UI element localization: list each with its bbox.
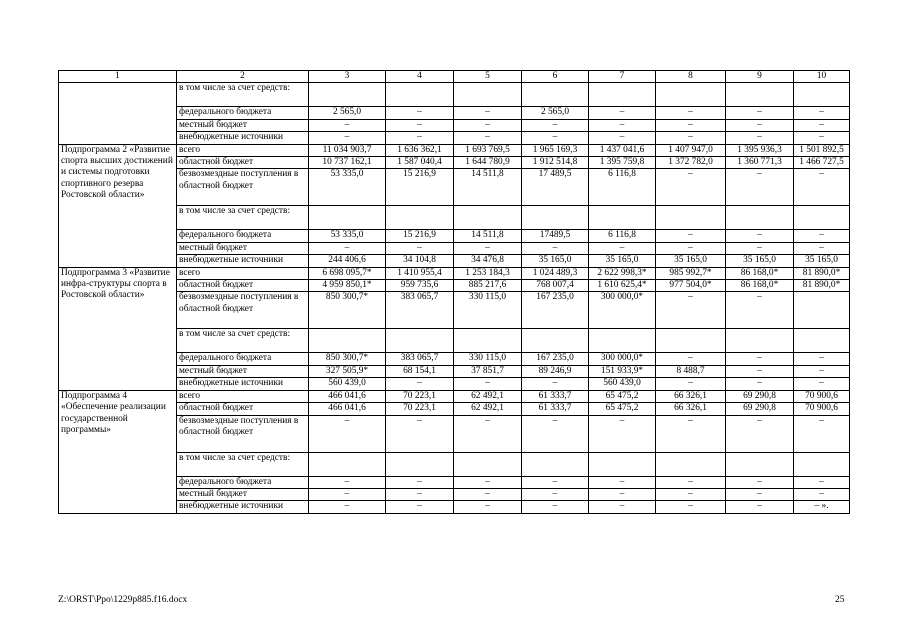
amount-cell: – [309,415,386,452]
amount-cell: – [726,242,794,254]
amount-cell: – [522,119,589,131]
amount-cell: 65 475,2 [589,390,656,402]
amount-cell: – [309,476,386,488]
amount-cell: 35 165,0 [656,255,726,267]
amount-cell: – ». [794,501,850,513]
amount-cell: – [386,107,454,119]
amount-cell [589,206,656,230]
amount-cell [794,206,850,230]
funding-source-label: федерального бюджета [177,230,309,242]
amount-cell: 53 335,0 [309,230,386,242]
amount-cell: – [386,242,454,254]
amount-cell [386,83,454,107]
page-number: 25 [835,595,845,605]
amount-cell [454,329,522,353]
program-name-cell: Подпрограмма 3 «Развитие инфра-структуры спорта в Ростовской области» [59,267,177,390]
funding-source-label: внебюджетные источники [177,501,309,513]
amount-cell: – [726,292,794,329]
amount-cell [454,83,522,107]
amount-cell: 985 992,7* [656,267,726,279]
amount-cell: – [656,242,726,254]
funding-source-label: областной бюджет [177,280,309,292]
funding-source-label: безвозмездные поступления в областной бюджет [177,415,309,452]
funding-source-label: федерального бюджета [177,107,309,119]
amount-cell [386,206,454,230]
amount-cell: 2 565,0 [522,107,589,119]
amount-cell: – [522,415,589,452]
amount-cell: – [589,476,656,488]
amount-cell: 1 644 780,9 [454,157,522,169]
amount-cell: – [794,119,850,131]
table-row [59,132,850,144]
column-header: 5 [454,71,522,83]
table-row [59,144,850,156]
amount-cell: – [309,132,386,144]
amount-cell: 1 587 040,4 [386,157,454,169]
amount-cell [454,452,522,476]
amount-cell: 89 246,9 [522,365,589,377]
amount-cell: – [656,169,726,206]
amount-cell: 1 501 892,5 [794,144,850,156]
amount-cell: 34 476,8 [454,255,522,267]
amount-cell: – [794,230,850,242]
funding-source-label: местный бюджет [177,242,309,254]
amount-cell: 61 333,7 [522,390,589,402]
funding-source-label: внебюджетные источники [177,255,309,267]
amount-cell: – [522,476,589,488]
amount-cell: 1 636 362,1 [386,144,454,156]
amount-cell: – [589,415,656,452]
amount-cell: 1 395 759,8 [589,157,656,169]
amount-cell: – [522,488,589,500]
amount-cell: 885 217,6 [454,280,522,292]
column-header: 9 [726,71,794,83]
amount-cell: – [794,242,850,254]
amount-cell: – [656,476,726,488]
funding-source-label: всего [177,144,309,156]
amount-cell: 959 735,6 [386,280,454,292]
amount-cell [522,83,589,107]
funding-source-label: внебюджетные источники [177,378,309,390]
amount-cell: 86 168,0* [726,267,794,279]
amount-cell [726,329,794,353]
amount-cell: 62 492,1 [454,403,522,415]
amount-cell [794,452,850,476]
amount-cell: 86 168,0* [726,280,794,292]
column-header: 4 [386,71,454,83]
amount-cell [589,329,656,353]
amount-cell: 68 154,1 [386,365,454,377]
amount-cell: 35 165,0 [726,255,794,267]
amount-cell: 35 165,0 [522,255,589,267]
amount-cell: – [794,107,850,119]
amount-cell: 1 395 936,3 [726,144,794,156]
amount-cell: 35 165,0 [794,255,850,267]
amount-cell [589,452,656,476]
amount-cell: – [386,501,454,513]
amount-cell: 70 900,6 [794,390,850,402]
amount-cell [309,206,386,230]
amount-cell: – [522,501,589,513]
amount-cell: – [794,353,850,365]
amount-cell: – [309,119,386,131]
amount-cell: – [656,230,726,242]
amount-cell: 61 333,7 [522,403,589,415]
amount-cell: – [726,378,794,390]
amount-cell: 4 959 850,1* [309,280,386,292]
amount-cell: – [726,107,794,119]
table-row [59,157,850,169]
funding-source-label: в том числе за счет средств: [177,206,309,230]
table-row [59,365,850,377]
amount-cell: – [309,501,386,513]
amount-cell: 81 890,0* [794,267,850,279]
amount-cell: 300 000,0* [589,353,656,365]
amount-cell: 383 065,7 [386,353,454,365]
amount-cell: – [794,365,850,377]
amount-cell: – [454,476,522,488]
funding-source-label: всего [177,390,309,402]
amount-cell: 15 216,9 [386,169,454,206]
amount-cell: 17489,5 [522,230,589,242]
amount-cell: – [656,107,726,119]
amount-cell [454,206,522,230]
amount-cell: – [726,353,794,365]
funding-source-label: местный бюджет [177,488,309,500]
program-name-cell [59,83,177,144]
amount-cell: – [454,488,522,500]
funding-source-label: местный бюджет [177,365,309,377]
amount-cell: – [656,501,726,513]
column-header: 2 [177,71,309,83]
amount-cell: 6 116,8 [589,169,656,206]
amount-cell: 1 965 169,3 [522,144,589,156]
amount-cell: – [454,132,522,144]
amount-cell: 37 851,7 [454,365,522,377]
amount-cell: 1 912 514,8 [522,157,589,169]
amount-cell: – [656,378,726,390]
table-row [59,415,850,452]
amount-cell: – [726,488,794,500]
funding-source-label: в том числе за счет средств: [177,329,309,353]
amount-cell: 1 693 769,5 [454,144,522,156]
amount-cell: – [656,353,726,365]
amount-cell: 466 041,6 [309,403,386,415]
program-name-cell: Подпрограмма 4 «Обеспечение реализации государственной программы» [59,390,177,513]
amount-cell [386,452,454,476]
table-row [59,390,850,402]
amount-cell: 8 488,7 [656,365,726,377]
amount-cell: – [656,119,726,131]
funding-source-label: местный бюджет [177,119,309,131]
amount-cell: 62 492,1 [454,390,522,402]
amount-cell [522,329,589,353]
table-row [59,83,850,107]
amount-cell: 167 235,0 [522,292,589,329]
amount-cell: – [309,488,386,500]
amount-cell: 768 007,4 [522,280,589,292]
amount-cell: 1 024 489,3 [522,267,589,279]
funding-source-label: всего [177,267,309,279]
amount-cell: – [794,169,850,206]
amount-cell: – [726,169,794,206]
amount-cell: 69 290,8 [726,390,794,402]
amount-cell: 14 511,8 [454,169,522,206]
column-header: 10 [794,71,850,83]
amount-cell: – [726,230,794,242]
budget-table [58,70,850,514]
amount-cell [386,329,454,353]
amount-cell: 1 407 947,0 [656,144,726,156]
amount-cell: 70 900,6 [794,403,850,415]
amount-cell: – [522,378,589,390]
amount-cell [309,329,386,353]
column-header: 8 [656,71,726,83]
amount-cell: 70 223,1 [386,403,454,415]
amount-cell: 2 622 998,3* [589,267,656,279]
amount-cell [726,452,794,476]
amount-cell: 65 475,2 [589,403,656,415]
amount-cell: 11 034 903,7 [309,144,386,156]
amount-cell: – [454,242,522,254]
amount-cell [794,329,850,353]
table-row [59,267,850,279]
amount-cell [794,292,850,329]
amount-cell: 466 041,6 [309,390,386,402]
amount-cell [794,83,850,107]
amount-cell: – [794,476,850,488]
amount-cell: – [522,132,589,144]
amount-cell: 66 326,1 [656,403,726,415]
table-header-row [59,71,850,83]
amount-cell: – [589,119,656,131]
table-row [59,329,850,353]
table-row [59,476,850,488]
amount-cell: 6 698 095,7* [309,267,386,279]
table-row [59,353,850,365]
table-row [59,292,850,329]
amount-cell: 330 115,0 [454,292,522,329]
amount-cell: 1 360 771,3 [726,157,794,169]
amount-cell: 560 439,0 [309,378,386,390]
amount-cell: 2 565,0 [309,107,386,119]
amount-cell: – [386,476,454,488]
amount-cell [309,83,386,107]
amount-cell: – [656,132,726,144]
table-row [59,403,850,415]
amount-cell: – [309,242,386,254]
amount-cell: 1 372 782,0 [656,157,726,169]
amount-cell: 6 116,8 [589,230,656,242]
amount-cell: 1 610 625,4* [589,280,656,292]
amount-cell: 81 890,0* [794,280,850,292]
table-row [59,242,850,254]
table-row [59,206,850,230]
amount-cell: – [386,119,454,131]
amount-cell: 151 933,9* [589,365,656,377]
amount-cell: 14 511,8 [454,230,522,242]
table-row [59,107,850,119]
amount-cell: 35 165,0 [589,255,656,267]
amount-cell: 1 466 727,5 [794,157,850,169]
amount-cell: – [656,488,726,500]
table-row [59,169,850,206]
amount-cell: 850 300,7* [309,292,386,329]
amount-cell: – [794,488,850,500]
amount-cell [656,83,726,107]
table-row [59,119,850,131]
amount-cell: 560 439,0 [589,378,656,390]
amount-cell: 327 505,9* [309,365,386,377]
amount-cell: – [386,132,454,144]
amount-cell: – [589,132,656,144]
amount-cell: – [454,119,522,131]
amount-cell [656,452,726,476]
amount-cell: – [726,415,794,452]
amount-cell: 34 104,8 [386,255,454,267]
amount-cell [656,329,726,353]
amount-cell: 1 410 955,4 [386,267,454,279]
amount-cell: – [386,488,454,500]
amount-cell: 167 235,0 [522,353,589,365]
amount-cell: 15 216,9 [386,230,454,242]
amount-cell: 53 335,0 [309,169,386,206]
funding-source-label: внебюджетные источники [177,132,309,144]
amount-cell: – [386,378,454,390]
table-row [59,452,850,476]
amount-cell: 66 326,1 [656,390,726,402]
table-row [59,255,850,267]
table-row [59,230,850,242]
amount-cell: – [589,501,656,513]
amount-cell [726,83,794,107]
amount-cell [589,83,656,107]
funding-source-label: областной бюджет [177,157,309,169]
amount-cell: – [589,488,656,500]
amount-cell [522,452,589,476]
amount-cell: – [589,107,656,119]
funding-source-label: федерального бюджета [177,353,309,365]
amount-cell: – [726,365,794,377]
table-row [59,488,850,500]
funding-source-label: в том числе за счет средств: [177,452,309,476]
column-header: 7 [589,71,656,83]
amount-cell: 383 065,7 [386,292,454,329]
amount-cell: – [656,415,726,452]
amount-cell: – [454,501,522,513]
amount-cell: 244 406,6 [309,255,386,267]
amount-cell: – [726,476,794,488]
amount-cell: 69 290,8 [726,403,794,415]
column-header: 3 [309,71,386,83]
funding-source-label: безвозмездные поступления в областной бюджет [177,169,309,206]
amount-cell: 17 489,5 [522,169,589,206]
amount-cell: 10 737 162,1 [309,157,386,169]
amount-cell: 70 223,1 [386,390,454,402]
funding-source-label: областной бюджет [177,403,309,415]
amount-cell [656,206,726,230]
column-header: 1 [59,71,177,83]
amount-cell: – [386,415,454,452]
amount-cell: 977 504,0* [656,280,726,292]
amount-cell: – [589,242,656,254]
amount-cell: – [522,242,589,254]
amount-cell: – [726,501,794,513]
amount-cell: 330 115,0 [454,353,522,365]
amount-cell: – [726,132,794,144]
amount-cell [309,452,386,476]
amount-cell: 1 253 184,3 [454,267,522,279]
amount-cell: – [794,132,850,144]
amount-cell: – [656,292,726,329]
amount-cell: – [454,107,522,119]
funding-source-label: в том числе за счет средств: [177,83,309,107]
footer-file-path: Z:\ORST\Ppo\1229p885.f16.docx [58,595,188,605]
column-header: 6 [522,71,589,83]
amount-cell: – [794,378,850,390]
amount-cell: 1 437 041,6 [589,144,656,156]
amount-cell: – [726,119,794,131]
table-row [59,280,850,292]
amount-cell: 850 300,7* [309,353,386,365]
amount-cell: – [454,415,522,452]
table-row [59,501,850,513]
amount-cell: – [794,415,850,452]
amount-cell [726,206,794,230]
amount-cell [522,206,589,230]
table-row [59,378,850,390]
amount-cell: – [454,378,522,390]
amount-cell: 300 000,0* [589,292,656,329]
funding-source-label: федерального бюджета [177,476,309,488]
program-name-cell: Подпрограмма 2 «Развитие спорта высших достижений и системы подготовки спортивного резерва Ростовской области» [59,144,177,267]
funding-source-label: безвозмездные поступления в областной бюджет [177,292,309,329]
